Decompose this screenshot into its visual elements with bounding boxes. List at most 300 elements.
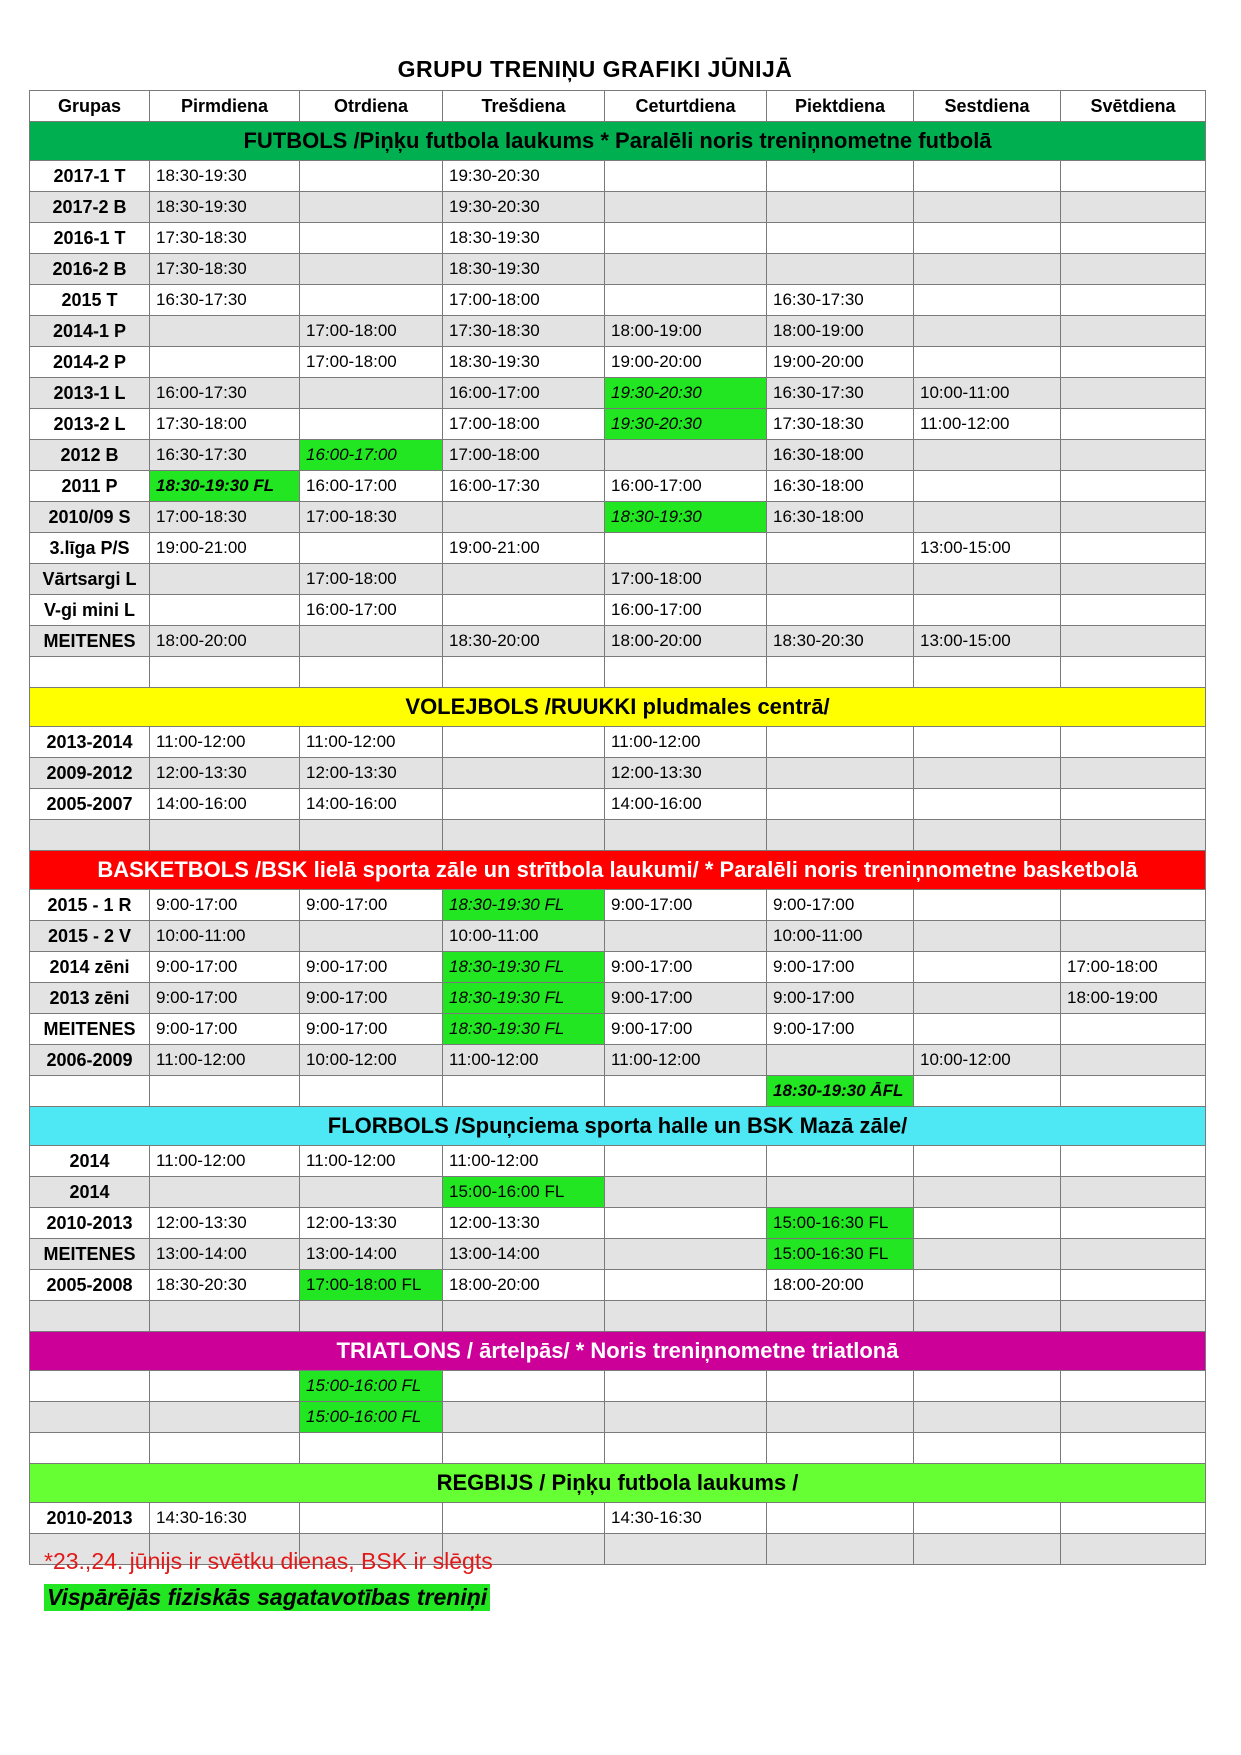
time-cell [767,1177,914,1208]
time-cell [767,1534,914,1565]
time-cell: 18:30-19:30 [605,502,767,533]
time-cell: 16:00-17:00 [300,471,443,502]
table-row [30,1146,1206,1177]
time-cell: 18:00-20:00 [605,626,767,657]
time-cell [1061,254,1206,285]
time-cell [443,595,605,626]
time-cell [914,254,1061,285]
time-cell: 11:00-12:00 [443,1045,605,1076]
table-row [30,890,1206,921]
time-cell: 11:00-12:00 [300,727,443,758]
time-cell [300,626,443,657]
time-cell [1061,285,1206,316]
group-cell: 2016-2 B [30,254,150,285]
time-cell [150,595,300,626]
time-cell [914,758,1061,789]
time-cell [1061,471,1206,502]
table-row [30,1371,1206,1402]
table-row [30,983,1206,1014]
time-cell: 12:00-13:30 [300,1208,443,1239]
time-cell: 17:30-18:30 [150,223,300,254]
time-cell: 12:00-13:30 [150,1208,300,1239]
time-cell [1061,1534,1206,1565]
time-cell: 16:30-18:00 [767,440,914,471]
group-cell: MEITENES [30,626,150,657]
time-cell: 16:30-17:30 [150,440,300,471]
table-row [30,1076,1206,1107]
time-cell: 16:00-17:00 [300,440,443,471]
time-cell [443,657,605,688]
group-cell: 2013-2 L [30,409,150,440]
time-cell: 16:00-17:00 [605,471,767,502]
table-row [30,223,1206,254]
time-cell: 18:30-20:00 [443,626,605,657]
group-cell: 3.līga P/S [30,533,150,564]
time-cell [767,564,914,595]
time-cell [150,347,300,378]
time-cell: 18:30-20:30 [767,626,914,657]
time-cell: 11:00-12:00 [605,727,767,758]
group-cell: 2014-2 P [30,347,150,378]
time-cell: 18:30-19:30 [443,254,605,285]
time-cell: 14:00-16:00 [150,789,300,820]
time-cell: 12:00-13:30 [605,758,767,789]
time-cell [914,564,1061,595]
group-cell: 2015 - 1 R [30,890,150,921]
group-cell [30,1433,150,1464]
time-cell [150,820,300,851]
section-header [30,851,1206,890]
time-cell [1061,192,1206,223]
group-cell: 2017-2 B [30,192,150,223]
time-cell [914,890,1061,921]
time-cell: 14:30-16:30 [605,1503,767,1534]
time-cell: 11:00-12:00 [300,1146,443,1177]
holiday-note: *23.,24. jūnijs ir svētku dienas, BSK ir slēgts [44,1548,493,1574]
time-cell [150,1177,300,1208]
group-cell: V-gi mini L [30,595,150,626]
time-cell: 13:00-15:00 [914,533,1061,564]
time-cell: 15:00-16:00 FL [300,1402,443,1433]
table-row [30,1402,1206,1433]
time-cell [605,1239,767,1270]
column-header: Sestdiena [914,91,1061,122]
time-cell [914,316,1061,347]
time-cell: 16:30-17:30 [150,285,300,316]
page-title: GRUPU TRENIŅU GRAFIKI JŪNIJĀ [397,56,793,82]
time-cell [914,1534,1061,1565]
time-cell [443,1371,605,1402]
time-cell [300,285,443,316]
time-cell [443,727,605,758]
time-cell [914,1301,1061,1332]
table-row [30,285,1206,316]
table-row [30,1208,1206,1239]
group-cell [30,657,150,688]
time-cell: 11:00-12:00 [443,1146,605,1177]
time-cell [767,789,914,820]
time-cell [300,1503,443,1534]
time-cell [300,254,443,285]
time-cell [605,1208,767,1239]
time-cell [150,1301,300,1332]
time-cell: 15:00-16:00 FL [443,1177,605,1208]
time-cell [1061,1146,1206,1177]
section-header [30,1107,1206,1146]
time-cell: 10:00-11:00 [767,921,914,952]
table-row [30,440,1206,471]
table-row [30,789,1206,820]
time-cell: 18:30-19:30 FL [443,952,605,983]
time-cell [605,921,767,952]
table-row [30,1045,1206,1076]
time-cell [1061,564,1206,595]
time-cell [1061,1208,1206,1239]
time-cell [1061,409,1206,440]
group-cell: 2010-2013 [30,1503,150,1534]
table-row [30,952,1206,983]
time-cell: 12:00-13:30 [300,758,443,789]
time-cell [914,1239,1061,1270]
section-title: FLORBOLS /Spuņciema sporta halle un BSK Mazā zāle/ [30,1107,1206,1146]
time-cell: 11:00-12:00 [605,1045,767,1076]
time-cell [300,1076,443,1107]
time-cell: 18:30-19:30 ĀFL [767,1076,914,1107]
time-cell [1061,378,1206,409]
time-cell [767,1045,914,1076]
time-cell [605,820,767,851]
time-cell [767,1433,914,1464]
time-cell [605,1402,767,1433]
section-title: TRIATLONS / ārtelpās/ * Noris treniņnometne triatlonā [30,1332,1206,1371]
section-title: REGBIJS / Piņķu futbola laukums / [30,1464,1206,1503]
time-cell: 10:00-11:00 [443,921,605,952]
time-cell: 17:30-18:30 [767,409,914,440]
time-cell: 14:00-16:00 [300,789,443,820]
time-cell: 17:00-18:00 [443,409,605,440]
time-cell: 18:30-20:30 [150,1270,300,1301]
section-header [30,1332,1206,1371]
time-cell [605,1534,767,1565]
table-row [30,921,1206,952]
time-cell: 9:00-17:00 [150,952,300,983]
time-cell [150,1402,300,1433]
time-cell: 19:30-20:30 [605,409,767,440]
column-header: Otrdiena [300,91,443,122]
section-title: BASKETBOLS /BSK lielā sporta zāle un strītbola laukumi/ * Paralēli noris treniņnometne basketbolā [30,851,1206,890]
time-cell [605,1301,767,1332]
table-row [30,192,1206,223]
group-cell [30,820,150,851]
column-header: Ceturtdiena [605,91,767,122]
column-header: Svētdiena [1061,91,1206,122]
time-cell [914,192,1061,223]
time-cell [1061,1402,1206,1433]
time-cell [443,564,605,595]
time-cell [1061,626,1206,657]
schedule-table [29,90,1206,1565]
time-cell: 9:00-17:00 [300,983,443,1014]
table-row [30,1270,1206,1301]
time-cell [300,378,443,409]
time-cell: 14:30-16:30 [150,1503,300,1534]
group-cell: 2017-1 T [30,161,150,192]
time-cell [914,471,1061,502]
time-cell: 11:00-12:00 [150,727,300,758]
time-cell [605,533,767,564]
table-row [30,758,1206,789]
time-cell [767,1371,914,1402]
time-cell [1061,657,1206,688]
time-cell: 9:00-17:00 [605,890,767,921]
time-cell: 9:00-17:00 [605,983,767,1014]
group-cell: Vārtsargi L [30,564,150,595]
time-cell [914,1402,1061,1433]
table-row [30,1014,1206,1045]
time-cell: 17:00-18:00 [300,347,443,378]
time-cell: 14:00-16:00 [605,789,767,820]
time-cell: 15:00-16:00 FL [300,1371,443,1402]
group-cell: 2011 P [30,471,150,502]
time-cell [300,533,443,564]
time-cell: 12:00-13:30 [443,1208,605,1239]
time-cell: 16:00-17:00 [443,378,605,409]
time-cell [300,1301,443,1332]
time-cell [300,223,443,254]
section-header [30,688,1206,727]
time-cell [1061,727,1206,758]
time-cell: 18:30-19:30 [443,347,605,378]
table-row [30,1177,1206,1208]
group-cell [30,1371,150,1402]
time-cell [767,758,914,789]
time-cell: 19:30-20:30 [443,192,605,223]
time-cell [605,254,767,285]
time-cell [605,192,767,223]
time-cell: 10:00-12:00 [300,1045,443,1076]
time-cell [605,1076,767,1107]
time-cell: 16:30-18:00 [767,471,914,502]
section-header [30,1464,1206,1503]
time-cell [1061,223,1206,254]
time-cell: 18:30-19:30 [150,161,300,192]
column-header: Grupas [30,91,150,122]
group-cell: 2005-2008 [30,1270,150,1301]
section-header [30,122,1206,161]
section-title: FUTBOLS /Piņķu futbola laukums * Paralēli noris treniņnometne futbolā [30,122,1206,161]
time-cell [605,1177,767,1208]
time-cell [914,657,1061,688]
time-cell: 16:00-17:30 [443,471,605,502]
time-cell [1061,789,1206,820]
group-cell: 2016-1 T [30,223,150,254]
time-cell [300,1177,443,1208]
time-cell: 18:30-19:30 FL [443,1014,605,1045]
time-cell [150,564,300,595]
time-cell: 16:00-17:00 [605,595,767,626]
time-cell [1061,1270,1206,1301]
table-row [30,595,1206,626]
time-cell [300,1433,443,1464]
time-cell [1061,440,1206,471]
time-cell [914,952,1061,983]
time-cell [150,1371,300,1402]
table-row [30,378,1206,409]
time-cell: 18:00-19:00 [1061,983,1206,1014]
time-cell [767,161,914,192]
header-row [30,91,1206,122]
group-cell: 2010/09 S [30,502,150,533]
time-cell [914,1371,1061,1402]
time-cell: 17:00-18:00 [605,564,767,595]
time-cell [914,285,1061,316]
time-cell: 9:00-17:00 [150,890,300,921]
time-cell: 19:00-20:00 [605,347,767,378]
time-cell: 11:00-12:00 [150,1045,300,1076]
time-cell [767,595,914,626]
time-cell [1061,1503,1206,1534]
group-cell [30,1402,150,1433]
time-cell [605,285,767,316]
time-cell [914,820,1061,851]
time-cell: 16:00-17:30 [150,378,300,409]
group-cell: 2014 [30,1146,150,1177]
time-cell [914,595,1061,626]
time-cell: 13:00-14:00 [300,1239,443,1270]
table-row [30,533,1206,564]
time-cell: 11:00-12:00 [914,409,1061,440]
time-cell: 19:30-20:30 [443,161,605,192]
time-cell [767,1503,914,1534]
time-cell [1061,890,1206,921]
time-cell [914,502,1061,533]
time-cell: 17:00-18:00 FL [300,1270,443,1301]
time-cell [1061,1239,1206,1270]
time-cell [914,727,1061,758]
time-cell [914,1503,1061,1534]
group-cell: 2015 - 2 V [30,921,150,952]
time-cell: 13:00-14:00 [150,1239,300,1270]
time-cell: 17:30-18:00 [150,409,300,440]
time-cell: 15:00-16:30 FL [767,1239,914,1270]
time-cell: 9:00-17:00 [767,1014,914,1045]
time-cell [767,727,914,758]
legend-note: Vispārējās fiziskās sagatavotības treniņi [44,1584,490,1611]
time-cell: 16:30-18:00 [767,502,914,533]
time-cell: 18:00-19:00 [767,316,914,347]
time-cell [914,223,1061,254]
time-cell: 13:00-15:00 [914,626,1061,657]
time-cell [914,1208,1061,1239]
time-cell: 18:30-19:30 [443,223,605,254]
time-cell [914,1076,1061,1107]
time-cell: 18:00-20:00 [767,1270,914,1301]
time-cell: 10:00-11:00 [150,921,300,952]
table-row [30,471,1206,502]
time-cell [914,440,1061,471]
time-cell [443,1503,605,1534]
group-cell: 2012 B [30,440,150,471]
group-cell: MEITENES [30,1014,150,1045]
group-cell: 2014 [30,1177,150,1208]
group-cell [30,1301,150,1332]
time-cell [300,921,443,952]
time-cell: 17:30-18:30 [443,316,605,347]
time-cell [605,440,767,471]
group-cell: 2005-2007 [30,789,150,820]
time-cell [1061,316,1206,347]
time-cell [1061,161,1206,192]
group-cell: 2014-1 P [30,316,150,347]
time-cell [1061,921,1206,952]
time-cell: 19:00-21:00 [150,533,300,564]
time-cell [300,657,443,688]
time-cell: 19:00-21:00 [443,533,605,564]
time-cell: 19:00-20:00 [767,347,914,378]
time-cell: 10:00-11:00 [914,378,1061,409]
time-cell: 17:00-18:00 [300,316,443,347]
time-cell [300,161,443,192]
time-cell [914,347,1061,378]
time-cell [914,921,1061,952]
time-cell: 17:00-18:00 [1061,952,1206,983]
time-cell: 17:00-18:30 [150,502,300,533]
time-cell [1061,533,1206,564]
time-cell [1061,347,1206,378]
time-cell [150,657,300,688]
time-cell: 9:00-17:00 [767,983,914,1014]
group-cell: 2014 zēni [30,952,150,983]
time-cell: 18:00-20:00 [150,626,300,657]
time-cell [605,1433,767,1464]
group-cell [30,1076,150,1107]
time-cell: 15:00-16:30 FL [767,1208,914,1239]
time-cell: 18:00-20:00 [443,1270,605,1301]
table-row [30,564,1206,595]
time-cell: 9:00-17:00 [605,952,767,983]
time-cell: 17:00-18:00 [300,564,443,595]
time-cell [767,820,914,851]
time-cell: 16:30-17:30 [767,378,914,409]
table-row [30,502,1206,533]
group-cell: 2009-2012 [30,758,150,789]
time-cell [443,789,605,820]
time-cell: 18:30-19:30 [150,192,300,223]
table-row [30,657,1206,688]
time-cell [767,657,914,688]
column-header: Pirmdiena [150,91,300,122]
time-cell: 16:30-17:30 [767,285,914,316]
table-row [30,161,1206,192]
section-title: VOLEJBOLS /RUUKKI pludmales centrā/ [30,688,1206,727]
time-cell [150,316,300,347]
time-cell [1061,1301,1206,1332]
time-cell: 18:00-19:00 [605,316,767,347]
group-cell: 2015 T [30,285,150,316]
time-cell [443,502,605,533]
time-cell [914,1433,1061,1464]
time-cell [605,223,767,254]
time-cell: 9:00-17:00 [300,890,443,921]
group-cell: 2013-2014 [30,727,150,758]
time-cell: 17:30-18:30 [150,254,300,285]
time-cell [150,1076,300,1107]
time-cell: 9:00-17:00 [767,890,914,921]
time-cell [767,1146,914,1177]
time-cell [443,758,605,789]
time-cell [1061,1014,1206,1045]
time-cell: 9:00-17:00 [150,983,300,1014]
